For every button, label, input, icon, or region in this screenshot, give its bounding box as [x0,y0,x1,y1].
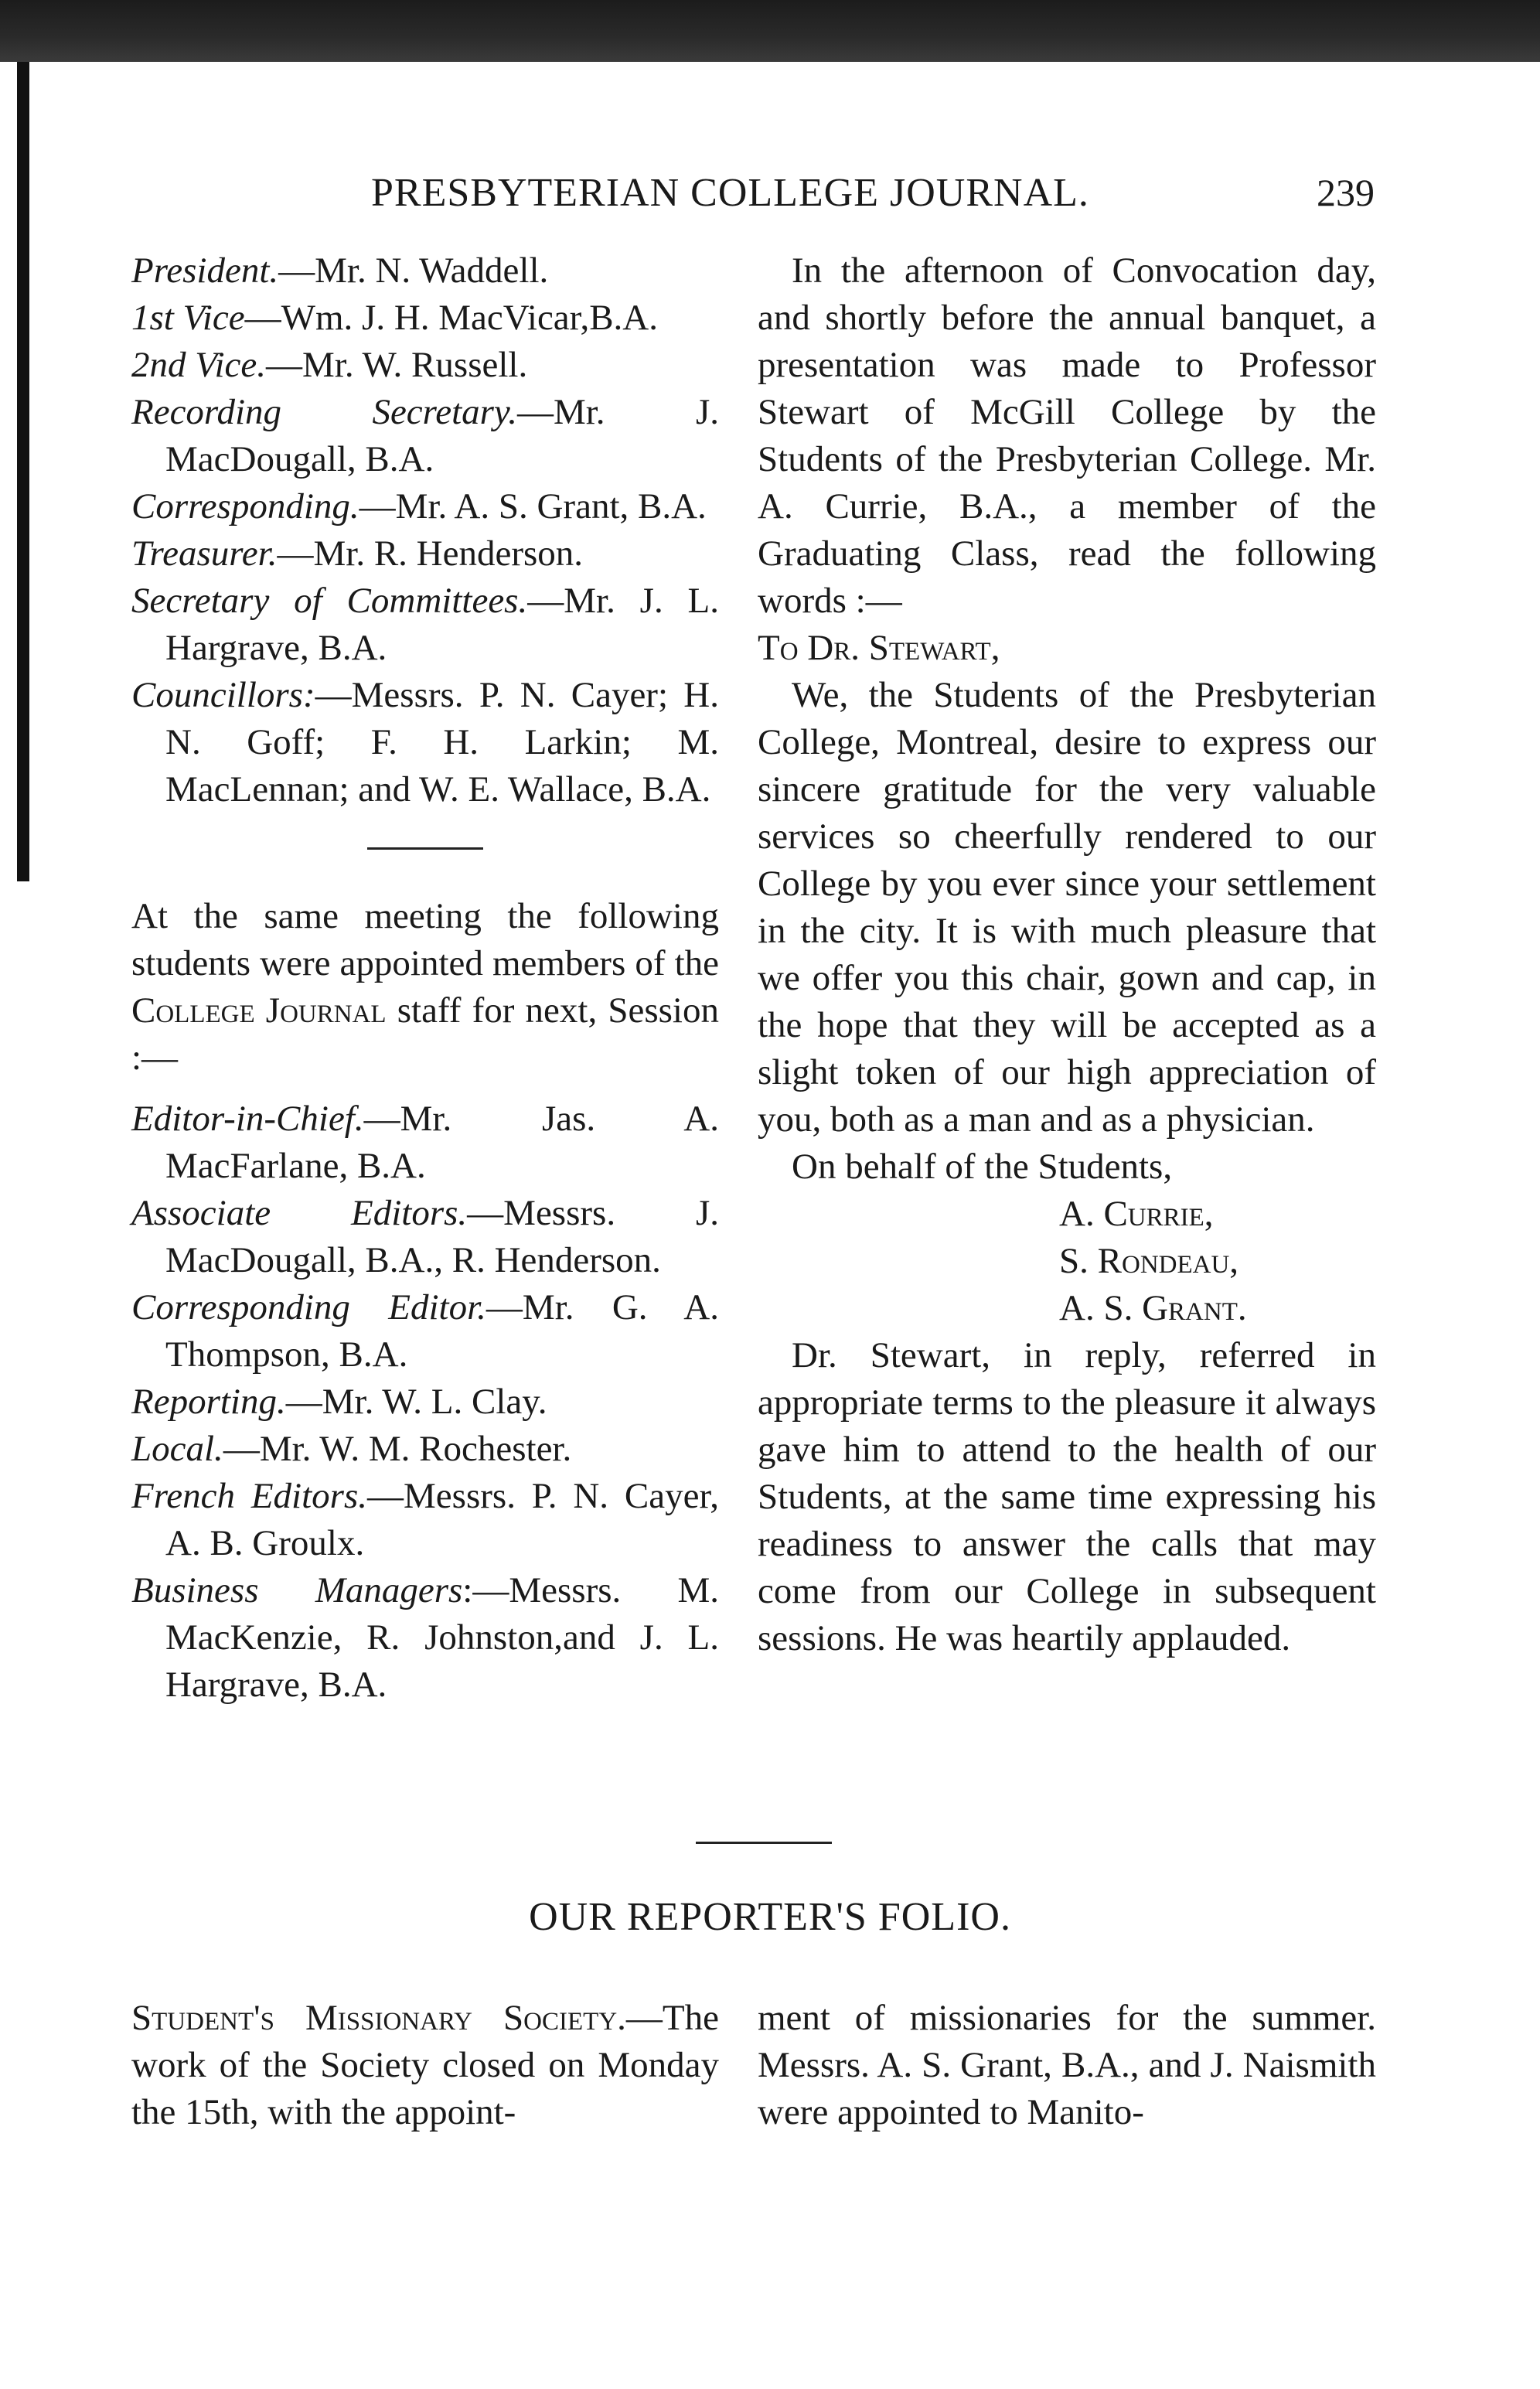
staff-name: —Messrs. P. N. Cayer, A. B. Groulx. [165,1476,720,1563]
section-divider [367,847,483,850]
folio-text: ment of missionaries for the summer. Messrs. A. S. Grant, B.A., and J. Naismith were appointed to Manito- [758,1998,1376,2132]
officer-name: —Wm. J. H. MacVicar,B.A. [244,298,658,338]
officer-name: —Mr. A. S. Grant, B.A. [359,486,707,527]
staff-role: Local. [131,1429,223,1469]
staff-role: Corresponding Editor. [131,1287,486,1327]
staff-entry [131,1190,719,1284]
officer-role: President. [131,250,279,291]
staff-name: —Messrs. J. MacDougall, B.A., R. Henderson. [165,1193,719,1280]
scan-top-band [0,0,1540,62]
scan-left-rule [17,62,29,881]
running-head: PRESBYTERIAN COLLEGE JOURNAL. [371,171,1089,215]
officers-list [131,247,719,813]
officer-entry [131,295,719,342]
spacer [131,1082,719,1096]
staff-role: Business Managers [131,1570,463,1610]
staff-role: Reporting. [131,1382,286,1422]
officer-role: Councillors: [131,675,315,715]
signatory: A. S. Grant. [1059,1288,1247,1328]
staff-name: —Mr. Jas. A. MacFarlane, B.A. [165,1099,719,1186]
staff-entry [131,1567,719,1709]
officer-role: 1st Vice [131,298,245,338]
officer-entry [131,389,719,483]
officer-name: —Mr. N. Waddell. [278,250,549,291]
officer-role: 2nd Vice. [131,345,267,385]
officer-role: Corresponding. [131,486,359,527]
officer-entry [131,247,719,295]
officer-name: —Messrs. P. N. Cayer; H. N. Goff; F. H. Larkin; M. MacLennan; and W. E. Wallace, B.A. [165,675,719,809]
presentation-intro: In the afternoon of Convocation day, and shortly before the annual banquet, a presentation was made to Professor Stewart of McGill College by the Students of the Presbyterian College. Mr. A. Currie, B.A., a member of the Graduating Class, read the following words :— [758,250,1376,621]
staff-name: —Mr. G. A. Thompson, B.A. [165,1287,719,1375]
officer-entry [131,672,719,813]
section-title: OUR REPORTER'S FOLIO. [529,1895,1011,1939]
staff-intro-text: staff for next, Session :— [131,990,719,1078]
signatory: A. Currie, [1059,1194,1214,1234]
officer-role: Recording Secretary. [131,392,517,432]
staff-role: Associate Editors. [131,1193,468,1233]
staff-entry [131,1426,719,1473]
officer-role: Secretary of Committees. [131,581,528,621]
officer-name: —Mr. R. Henderson. [277,533,584,574]
officer-entry [131,530,719,578]
officer-entry [131,483,719,530]
salutation: To Dr. Stewart, [758,628,1000,668]
page-number: 239 [1317,171,1375,214]
section-divider [696,1842,832,1844]
staff-name: :—Messrs. M. MacKenzie, R. Johnston,and J. L. Hargrave, B.A. [165,1570,719,1705]
officer-entry [131,342,719,389]
staff-list [131,1096,719,1709]
signatory: S. Rondeau, [1059,1241,1239,1281]
officer-name: —Mr. J. L. Hargrave, B.A. [165,581,719,668]
staff-intro [131,893,719,1082]
left-column [131,247,719,1709]
right-column [758,247,1376,1662]
staff-role: French Editors. [131,1476,368,1516]
officer-name: —Mr. J. MacDougall, B.A. [165,392,720,479]
journal-name: College Journal [131,990,387,1031]
folio-paragraph [131,1995,719,2136]
folio-text: —The work of the Society closed on Monday the 15th, with the appoint- [131,1998,719,2132]
signature-intro: On behalf of the Students, [792,1147,1173,1187]
staff-entry [131,1096,719,1190]
folio-left-column [131,1995,719,2136]
staff-entry [131,1284,719,1379]
officer-entry [131,578,719,672]
staff-entry [131,1379,719,1426]
staff-entry [131,1473,719,1567]
staff-name: —Mr. W. M. Rochester. [223,1429,572,1469]
officer-name: —Mr. W. Russell. [266,345,528,385]
presentation-reply: Dr. Stewart, in reply, referred in appropriate terms to the pleasure it always gave him to attend to the health of our Students, at the same time expressing his readiness to answer the calls that may come from our College in subsequent sessions. He was heartily applauded. [758,1335,1376,1658]
folio-subhead: Student's Missionary Society. [131,1998,626,2038]
staff-name: —Mr. W. L. Clay. [285,1382,547,1422]
officer-role: Treasurer. [131,533,278,574]
staff-intro-text: At the same meeting the following students were appointed members of the [131,896,719,983]
staff-role: Editor-in-Chief. [131,1099,364,1139]
folio-right-column [758,1995,1376,2136]
presentation-address: We, the Students of the Presbyterian College, Montreal, desire to express our sincere gratitude for the very valuable services so cheerfully rendered to our College by you ever since your settlement in the city. It is with much pleasure that we offer you this chair, gown and cap, in the hope that they will be accepted as a slight token of our high appreciation of you, both as a man and as a physician. [758,675,1376,1140]
